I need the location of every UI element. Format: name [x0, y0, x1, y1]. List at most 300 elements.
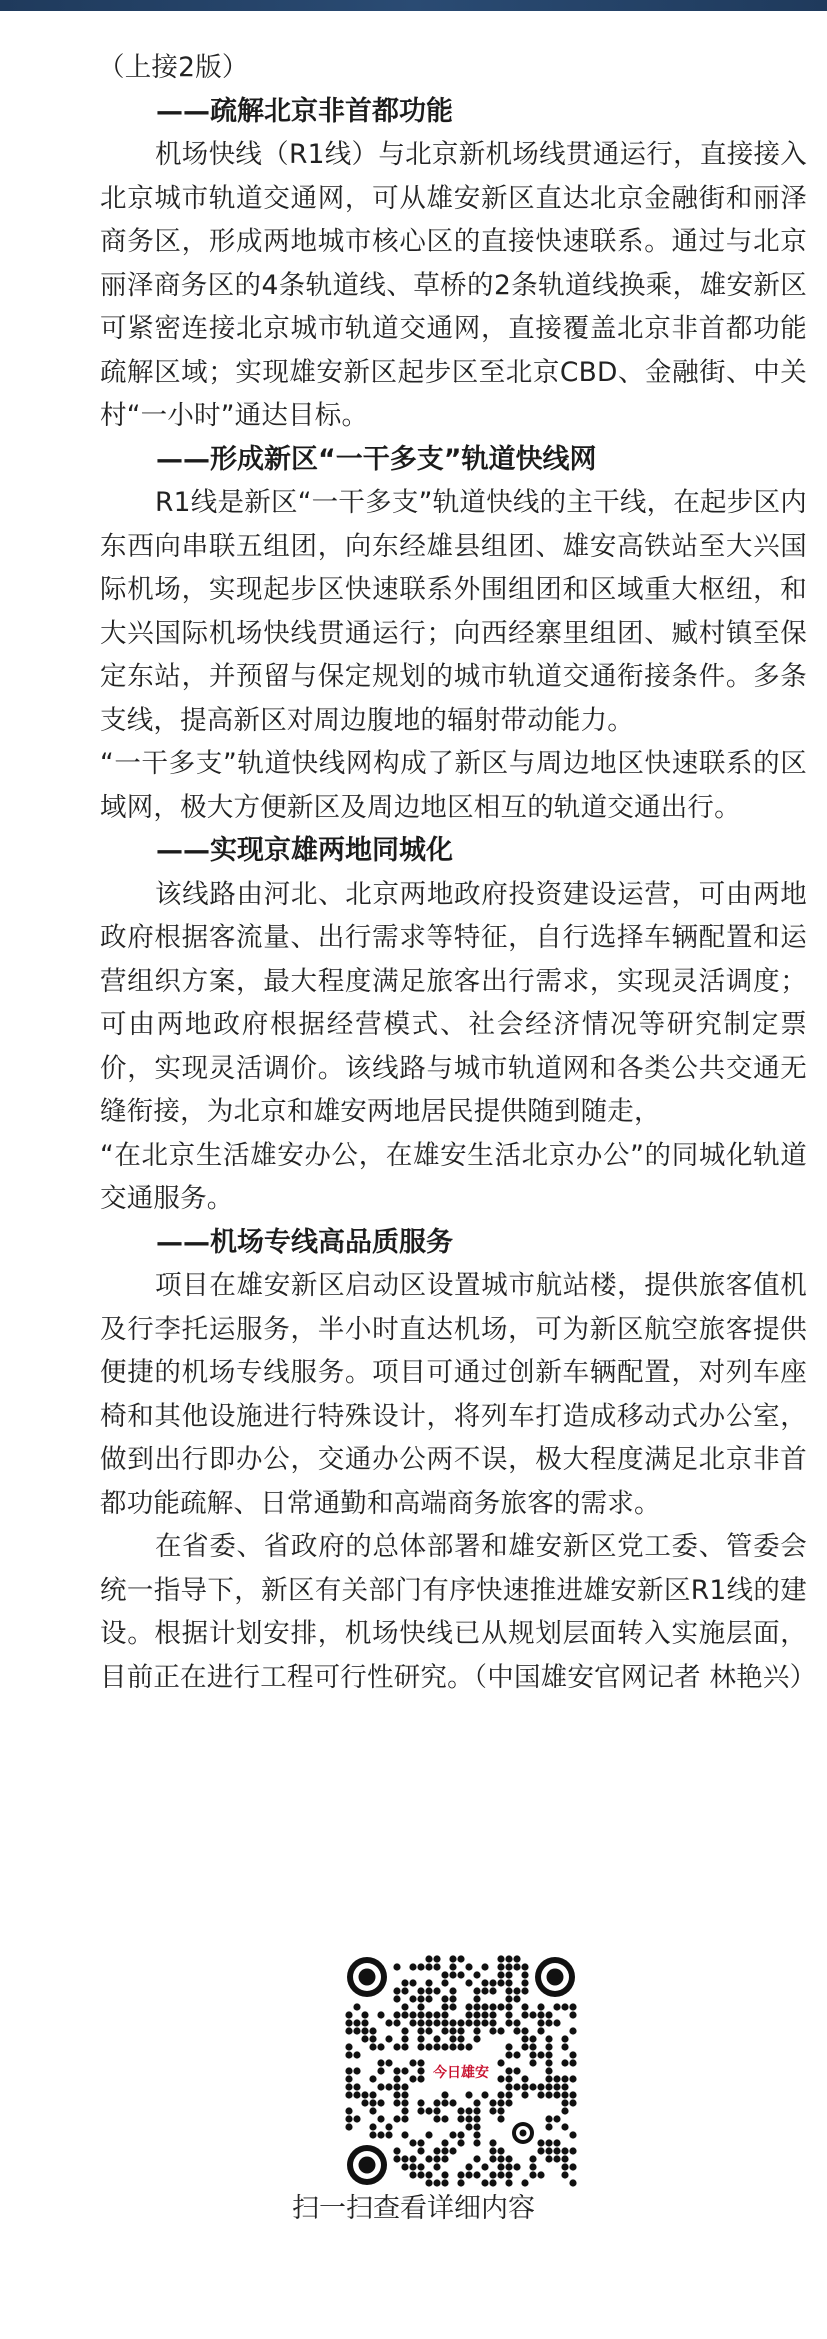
qr-module — [569, 2003, 576, 2010]
qr-module — [473, 2155, 480, 2162]
qr-module — [569, 2163, 576, 2170]
qr-module — [465, 2163, 472, 2170]
qr-finder-top-left — [347, 1957, 387, 1997]
qr-module — [353, 2115, 360, 2122]
qr-module — [489, 2147, 496, 2154]
qr-module — [489, 2179, 496, 2186]
continuation-note: （上接2版） — [98, 52, 249, 83]
qr-module — [449, 1987, 456, 1994]
qr-module — [369, 2091, 376, 2098]
qr-module — [457, 2139, 464, 2146]
qr-module — [441, 1979, 448, 1986]
qr-module — [361, 2027, 368, 2034]
qr-module — [529, 2011, 536, 2018]
qr-module — [449, 1963, 456, 1970]
qr-module — [409, 2171, 416, 2178]
qr-module — [497, 2147, 504, 2154]
qr-alignment-marker — [512, 2122, 534, 2144]
qr-module — [401, 2107, 408, 2114]
qr-module — [521, 1963, 528, 1970]
qr-module — [449, 1971, 456, 1978]
qr-module — [529, 2035, 536, 2042]
qr-module — [553, 2139, 560, 2146]
qr-module — [545, 2051, 552, 2058]
qr-module — [457, 2107, 464, 2114]
qr-module — [513, 1963, 520, 1970]
qr-module — [545, 2155, 552, 2162]
qr-module — [345, 2075, 352, 2082]
qr-module — [425, 1995, 432, 2002]
qr-module — [425, 2019, 432, 2026]
qr-module — [361, 2099, 368, 2106]
qr-module — [409, 1963, 416, 1970]
qr-module — [505, 2003, 512, 2010]
qr-module — [513, 1955, 520, 1962]
section-heading-4: ——机场专线高品质服务 — [156, 1226, 453, 1258]
qr-module — [529, 2043, 536, 2050]
section-heading-1: ——疏解北京非首都功能 — [156, 95, 453, 127]
qr-module — [521, 1971, 528, 1978]
qr-module — [465, 2171, 472, 2178]
qr-module — [425, 1955, 432, 1962]
qr-module — [441, 2043, 448, 2050]
qr-module — [433, 1963, 440, 1970]
qr-module — [537, 2019, 544, 2026]
qr-module — [417, 2043, 424, 2050]
qr-module — [441, 2171, 448, 2178]
qr-module — [433, 2043, 440, 2050]
qr-module — [409, 2075, 416, 2082]
qr-module — [345, 2027, 352, 2034]
qr-module — [457, 1971, 464, 1978]
qr-module — [497, 2107, 504, 2114]
qr-module — [385, 2019, 392, 2026]
qr-module — [401, 2131, 408, 2138]
qr-module — [441, 2011, 448, 2018]
qr-module — [417, 2099, 424, 2106]
qr-module — [497, 2115, 504, 2122]
qr-module — [569, 2027, 576, 2034]
qr-module — [505, 1995, 512, 2002]
qr-module — [473, 1987, 480, 1994]
qr-module — [449, 2027, 456, 2034]
qr-module — [457, 2115, 464, 2122]
qr-module — [481, 1963, 488, 1970]
qr-module — [569, 2059, 576, 2066]
qr-module — [457, 2171, 464, 2178]
qr-module — [497, 1955, 504, 1962]
qr-module — [417, 2107, 424, 2114]
qr-module — [409, 2155, 416, 2162]
qr-module — [553, 2115, 560, 2122]
qr-module — [465, 2011, 472, 2018]
qr-module — [425, 1963, 432, 1970]
qr-module — [497, 2027, 504, 2034]
qr-module — [505, 1987, 512, 1994]
qr-module — [473, 2123, 480, 2130]
qr-module — [449, 1995, 456, 2002]
qr-module — [473, 2171, 480, 2178]
qr-module — [449, 2147, 456, 2154]
qr-module — [433, 2179, 440, 2186]
qr-module — [465, 2115, 472, 2122]
qr-module — [505, 2179, 512, 2186]
qr-module — [489, 2155, 496, 2162]
qr-module — [513, 2027, 520, 2034]
qr-module — [441, 2091, 448, 2098]
qr-module — [401, 2043, 408, 2050]
qr-module — [521, 2083, 528, 2090]
qr-module — [537, 2027, 544, 2034]
qr-module — [521, 1987, 528, 1994]
qr-module — [369, 2123, 376, 2130]
qr-module — [521, 2043, 528, 2050]
qr-module — [449, 2003, 456, 2010]
qr-module — [561, 2155, 568, 2162]
qr-module — [353, 2091, 360, 2098]
qr-module — [377, 2083, 384, 2090]
qr-module — [345, 2083, 352, 2090]
qr-module — [433, 1955, 440, 1962]
qr-module — [441, 1971, 448, 1978]
qr-module — [433, 2147, 440, 2154]
qr-module — [369, 2075, 376, 2082]
qr-module — [561, 2171, 568, 2178]
qr-module — [425, 1979, 432, 1986]
qr-finder-top-right — [535, 1957, 575, 1997]
qr-module — [481, 2163, 488, 2170]
qr-module — [441, 2139, 448, 2146]
qr-module — [561, 2043, 568, 2050]
qr-module — [385, 2083, 392, 2090]
qr-module — [433, 2163, 440, 2170]
qr-module — [561, 2035, 568, 2042]
qr-module — [505, 2091, 512, 2098]
qr-module — [345, 2091, 352, 2098]
qr-module — [345, 2051, 352, 2058]
qr-module — [393, 1987, 400, 1994]
qr-module — [377, 2011, 384, 2018]
qr-module — [417, 2035, 424, 2042]
qr-module — [545, 2035, 552, 2042]
qr-module — [473, 2099, 480, 2106]
qr-module — [401, 2003, 408, 2010]
qr-module — [417, 1987, 424, 1994]
qr-module — [441, 2147, 448, 2154]
qr-module — [417, 2067, 424, 2074]
qr-caption: 扫一扫查看详细内容 — [292, 2193, 535, 2224]
qr-module — [401, 2035, 408, 2042]
qr-module — [497, 2091, 504, 2098]
qr-module — [417, 2011, 424, 2018]
qr-module — [489, 2027, 496, 2034]
qr-module — [569, 2179, 576, 2186]
qr-module — [393, 2115, 400, 2122]
qr-module — [393, 2075, 400, 2082]
qr-module — [545, 2011, 552, 2018]
qr-module — [545, 2115, 552, 2122]
qr-module — [473, 2003, 480, 2010]
qr-module — [441, 2179, 448, 2186]
qr-module — [473, 2107, 480, 2114]
qr-module — [553, 2091, 560, 2098]
qr-module — [441, 2115, 448, 2122]
qr-module — [433, 2115, 440, 2122]
qr-module — [425, 1987, 432, 1994]
qr-module — [369, 2043, 376, 2050]
qr-module — [545, 2067, 552, 2074]
qr-module — [425, 2171, 432, 2178]
qr-module — [489, 2139, 496, 2146]
qr-module — [393, 2019, 400, 2026]
qr-module — [521, 2075, 528, 2082]
qr-module — [457, 2035, 464, 2042]
qr-module — [417, 2075, 424, 2082]
qr-module — [417, 2027, 424, 2034]
qr-module — [505, 2011, 512, 2018]
qr-module — [441, 2003, 448, 2010]
qr-module — [505, 2019, 512, 2026]
qr-module — [409, 2139, 416, 2146]
qr-module — [473, 2131, 480, 2138]
qr-module — [353, 2051, 360, 2058]
qr-module — [545, 2075, 552, 2082]
qr-module — [481, 2003, 488, 2010]
qr-module — [513, 1987, 520, 1994]
qr-module — [561, 2003, 568, 2010]
qr-module — [513, 2163, 520, 2170]
qr-module — [497, 1963, 504, 1970]
qr-module — [473, 2027, 480, 2034]
qr-module — [513, 2083, 520, 2090]
qr-module — [457, 2027, 464, 2034]
qr-module — [345, 2043, 352, 2050]
qr-module — [393, 2155, 400, 2162]
qr-module — [521, 1979, 528, 1986]
qr-module — [393, 1963, 400, 1970]
qr-module — [401, 2155, 408, 2162]
qr-module — [417, 2059, 424, 2066]
qr-module — [401, 2083, 408, 2090]
qr-module — [545, 2019, 552, 2026]
qr-module — [505, 2155, 512, 2162]
section-3-paragraph-2: “在北京生活雄安办公，在雄安生活北京办公”的同城化轨道交通服务。 — [100, 1139, 807, 1214]
qr-module — [425, 2131, 432, 2138]
qr-module — [417, 2003, 424, 2010]
qr-module — [345, 2123, 352, 2130]
qr-module — [425, 2043, 432, 2050]
qr-module — [465, 2123, 472, 2130]
qr-module — [345, 2115, 352, 2122]
qr-module — [529, 2163, 536, 2170]
qr-module — [393, 2011, 400, 2018]
qr-module — [401, 1987, 408, 1994]
qr-module — [553, 2075, 560, 2082]
qr-module — [377, 2115, 384, 2122]
qr-module — [545, 2139, 552, 2146]
qr-module — [361, 2019, 368, 2026]
qr-module — [449, 2099, 456, 2106]
qr-module — [481, 2091, 488, 2098]
qr-module — [345, 2011, 352, 2018]
qr-module — [553, 2003, 560, 2010]
qr-module — [401, 2115, 408, 2122]
qr-module — [369, 2099, 376, 2106]
qr-module — [465, 2107, 472, 2114]
qr-module — [505, 1979, 512, 1986]
qr-module — [401, 2011, 408, 2018]
qr-module — [553, 2083, 560, 2090]
qr-module — [553, 2019, 560, 2026]
qr-module — [481, 2019, 488, 2026]
qr-module — [457, 2131, 464, 2138]
section-1-paragraph-1: 机场快线（R1线）与北京新机场线贯通运行，直接接入北京城市轨道交通网，可从雄安新区直达北京金融街和丽泽商务区，形成两地城市核心区的直接快速联系。通过与北京丽泽商务区的4条轨道线、草桥的2条轨道线换乘，雄安新区可紧密连接北京城市轨道交通网，直接覆盖北京非首都功能疏解区域；实现雄安新区起步区至北京CBD、金融街、中关村“一小时”通达目标。 — [100, 139, 807, 431]
qr-module — [537, 2091, 544, 2098]
qr-module — [401, 2099, 408, 2106]
qr-code[interactable] — [345, 1955, 577, 2187]
qr-module — [529, 2051, 536, 2058]
qr-module — [489, 2003, 496, 2010]
qr-module — [433, 2155, 440, 2162]
qr-module — [489, 2011, 496, 2018]
qr-module — [505, 2163, 512, 2170]
qr-module — [537, 2003, 544, 2010]
qr-module — [345, 2107, 352, 2114]
qr-module — [545, 2059, 552, 2066]
qr-module — [561, 2083, 568, 2090]
section-4-paragraph-1: 项目在雄安新区启动区设置城市航站楼，提供旅客值机及行李托运服务，半小时直达机场，可为新区航空旅客提供便捷的机场专线服务。项目可通过创新车辆配置，对列车座椅和其他设施进行特殊设计，将列车打造成移动式办公室，做到出行即办公，交通办公两不误，极大程度满足北京非首都功能疏解、日常通勤和高端商务旅客的需求。 — [100, 1270, 807, 1519]
qr-module — [521, 2091, 528, 2098]
qr-module — [473, 2035, 480, 2042]
qr-module — [433, 2107, 440, 2114]
qr-module — [545, 2091, 552, 2098]
qr-module — [441, 1995, 448, 2002]
qr-module — [481, 1979, 488, 1986]
qr-module — [505, 2075, 512, 2082]
qr-module — [505, 2083, 512, 2090]
qr-module — [537, 2051, 544, 2058]
qr-module — [513, 2051, 520, 2058]
qr-module — [457, 2019, 464, 2026]
qr-module — [425, 2027, 432, 2034]
qr-module — [545, 2123, 552, 2130]
qr-module — [521, 2011, 528, 2018]
section-heading-2: ——形成新区“一干多支”轨道快线网 — [156, 443, 597, 475]
qr-module — [409, 2019, 416, 2026]
qr-module — [401, 1979, 408, 1986]
qr-module — [441, 2027, 448, 2034]
qr-module — [521, 2027, 528, 2034]
qr-module — [377, 2043, 384, 2050]
qr-module — [569, 2131, 576, 2138]
qr-module — [505, 2171, 512, 2178]
qr-module — [561, 2099, 568, 2106]
qr-module — [473, 2011, 480, 2018]
qr-module — [417, 2139, 424, 2146]
qr-module — [521, 2179, 528, 2186]
qr-module — [385, 2059, 392, 2066]
qr-module — [489, 2171, 496, 2178]
qr-module — [393, 2067, 400, 2074]
qr-module — [417, 2019, 424, 2026]
qr-module — [465, 2091, 472, 2098]
qr-module — [425, 2155, 432, 2162]
qr-module — [489, 2019, 496, 2026]
qr-module — [529, 2083, 536, 2090]
qr-module — [529, 2155, 536, 2162]
qr-finder-bottom-left — [347, 2145, 387, 2185]
qr-module — [481, 1987, 488, 1994]
qr-module — [569, 2147, 576, 2154]
qr-module — [465, 2019, 472, 2026]
qr-module — [393, 2043, 400, 2050]
qr-module — [361, 2035, 368, 2042]
qr-module — [433, 2019, 440, 2026]
qr-module — [457, 1955, 464, 1962]
qr-module — [449, 2019, 456, 2026]
qr-module — [545, 2147, 552, 2154]
qr-module — [473, 1971, 480, 1978]
qr-module — [409, 1995, 416, 2002]
qr-module — [473, 2019, 480, 2026]
qr-module — [433, 2099, 440, 2106]
section-2-paragraph-1: R1线是新区“一干多支”轨道快线的主干线，在起步区内东西向串联五组团，向东经雄县组团、雄安高铁站至大兴国际机场，实现起步区快速联系外围组团和区域重大枢纽，和大兴国际机场快线贯通运行；向西经寨里组团、臧村镇至保定东站，并预留与保定规划的城市轨道交通衔接条件。多条支线，提高新区对周边腹地的辐射带动能力。 — [100, 487, 807, 736]
qr-module — [473, 2115, 480, 2122]
section-3-paragraph-1: 该线路由河北、北京两地政府投资建设运营，可由两地政府根据客流量、出行需求等特征，自行选择车辆配置和运营组织方案，最大程度满足旅客出行需求，实现灵活调度；可由两地政府根据经营模式、社会经济情况等研究制定票价，实现灵活调价。该线路与城市轨道网和各类公共交通无缝衔接，为北京和雄安两地居民提供随到随走， — [100, 878, 807, 1127]
qr-module — [505, 1963, 512, 1970]
qr-module — [489, 1987, 496, 1994]
qr-module — [537, 2083, 544, 2090]
qr-module — [393, 1995, 400, 2002]
qr-module — [465, 2003, 472, 2010]
qr-module — [441, 2019, 448, 2026]
qr-module — [489, 2099, 496, 2106]
qr-module — [369, 2107, 376, 2114]
qr-module — [537, 2171, 544, 2178]
qr-module — [497, 2171, 504, 2178]
qr-module — [561, 2091, 568, 2098]
qr-module — [361, 2011, 368, 2018]
qr-module — [393, 2099, 400, 2106]
qr-module — [449, 2035, 456, 2042]
qr-module — [369, 2027, 376, 2034]
qr-module — [537, 2011, 544, 2018]
qr-module — [481, 2179, 488, 2186]
qr-module — [505, 2099, 512, 2106]
qr-module — [353, 2003, 360, 2010]
qr-module — [465, 1963, 472, 1970]
qr-module — [361, 2091, 368, 2098]
qr-module — [401, 2163, 408, 2170]
qr-module — [393, 2147, 400, 2154]
qr-module — [569, 2099, 576, 2106]
top-color-band — [0, 0, 827, 11]
qr-module — [425, 2179, 432, 2186]
qr-module — [353, 2083, 360, 2090]
qr-module — [497, 2163, 504, 2170]
qr-module — [561, 2107, 568, 2114]
qr-module — [433, 2011, 440, 2018]
qr-module — [433, 2035, 440, 2042]
qr-module — [417, 1963, 424, 1970]
qr-module — [425, 2107, 432, 2114]
qr-module — [561, 2059, 568, 2066]
qr-module — [569, 2091, 576, 2098]
qr-module — [473, 2139, 480, 2146]
qr-module — [529, 2059, 536, 2066]
qr-module — [505, 2043, 512, 2050]
qr-module — [497, 1971, 504, 1978]
